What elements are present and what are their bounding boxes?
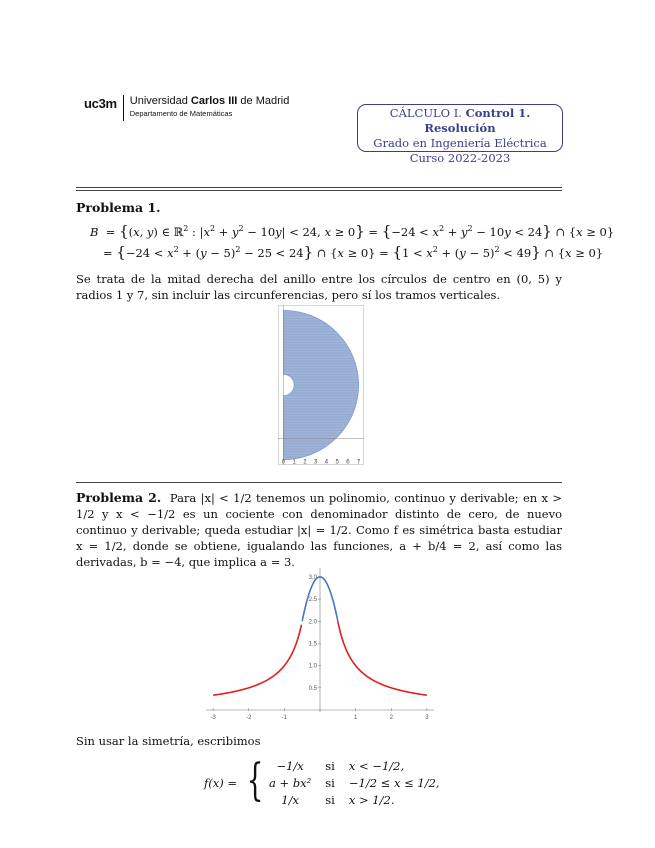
piece-cond-3: x > 1/2. xyxy=(348,793,395,807)
function-axes xyxy=(206,568,434,721)
piece-si-2: si xyxy=(325,776,335,790)
left-hyperbola-curve xyxy=(213,625,301,696)
y-tick-label: 1.0 xyxy=(308,663,317,670)
course-year: Curso 2022-2023 xyxy=(409,151,511,165)
y-tick-label: 2.0 xyxy=(308,619,317,626)
region-x-tick-label: 7 xyxy=(356,459,361,465)
x-tick-label: -3 xyxy=(210,715,216,721)
region-x-tick-label: 6 xyxy=(346,459,350,465)
region-x-tick-label: 2 xyxy=(303,459,307,465)
header-rule-bottom xyxy=(76,190,562,191)
degree-name: Grado en Ingeniería Eléctrica xyxy=(373,136,547,150)
y-tick-label: 3.0 xyxy=(308,574,317,581)
piece-expr-1: −1/x xyxy=(276,759,304,773)
x-tick-label: 1 xyxy=(353,715,358,721)
piece-expr-2: a + bx² xyxy=(269,776,312,790)
logo-divider xyxy=(123,95,124,121)
region-x-tick-label: 0 xyxy=(281,459,286,465)
header-rule-top xyxy=(76,187,562,188)
annulus-region-plot xyxy=(278,305,364,465)
x-tick-label: 2 xyxy=(389,715,393,721)
piece-si-3: si xyxy=(325,793,335,807)
separator-rule xyxy=(76,482,562,483)
piece-expr-3: 1/x xyxy=(281,793,299,807)
problem1-title: Problema 1. xyxy=(76,200,161,215)
uc3m-logo-text: uc3m xyxy=(84,96,117,111)
problem2-text: Para |x| < 1/2 tenemos un polinomio, continuo y derivable; en x > 1/2 y x < −1/2 es un cociente con denominador distinto de cero, de nuevo continuo y derivable; queda estudiar |x| = 1/2. Como f es simétrica basta estudiar x = 1/2, donde se obtiene, igualando las funciones, a + b/4 = 2, así como las derivadas, b = −4, que implica a = 3. xyxy=(76,491,562,569)
problem1-set-definition-line1: B = {(x, y) ∈ ℝ$^2$ : $|x^2 + y^2 - 10y| < 24$, $x \ge 0\} = \{-24 < x^2 + y^2 - 10y < 24\}$ ∩ {x ≥ 0} xyxy=(90,222,615,240)
piece-si-1: si xyxy=(325,759,335,773)
problem1-set-definition-line2: = $\{-24 < x^2 + (y - 5)^2 - 25 < 24\}$ ∩ $\{x \ge 0\} = \{1 < x^2 + (y - 5)^2 < 49\}$ ∩ {x ≥ 0} xyxy=(103,243,604,261)
x-tick-label: -2 xyxy=(246,715,252,721)
y-tick-label: 0.5 xyxy=(308,685,317,692)
right-hyperbola-curve xyxy=(338,621,427,695)
x-tick-label: 3 xyxy=(425,715,429,721)
y-tick-label: 1.5 xyxy=(308,641,317,648)
region-x-tick-label: 3 xyxy=(313,459,318,465)
piecewise-definition xyxy=(204,755,440,808)
department-name: Departamento de Matemáticas xyxy=(129,109,233,118)
region-x-tick-label: 5 xyxy=(335,459,339,465)
function-plot xyxy=(198,562,438,722)
problem2-paragraph xyxy=(76,490,562,570)
x-tick-label: -1 xyxy=(281,715,288,721)
problem2-title: Problema 2. xyxy=(76,490,162,505)
problem1-paragraph: Se trata de la mitad derecha del anillo entre los círculos de centro en (0, 5) y radios 1 y 7, sin incluir las circunferencias, pero sí los tramos verticales. xyxy=(76,272,562,302)
piecewise-brace: { xyxy=(246,755,264,806)
piecewise-lhs: f(x) = xyxy=(204,776,238,790)
after-plot-text: Sin usar la simetría, escribimos xyxy=(76,734,261,748)
y-tick-label: 2.5 xyxy=(308,597,317,604)
university-name: Universidad Carlos III de Madrid xyxy=(129,95,290,107)
course-info-box xyxy=(357,104,563,165)
university-logo xyxy=(84,95,289,127)
region-x-tick-label: 4 xyxy=(324,459,329,465)
course-title: CÁLCULO I. Control 1. Resolución xyxy=(389,106,531,135)
region-x-tick-label: 1 xyxy=(292,459,296,465)
piece-cond-1: x < −1/2, xyxy=(348,759,405,773)
piecewise-rows xyxy=(269,758,440,808)
piece-cond-2: −1/2 ≤ x ≤ 1/2, xyxy=(348,776,440,790)
